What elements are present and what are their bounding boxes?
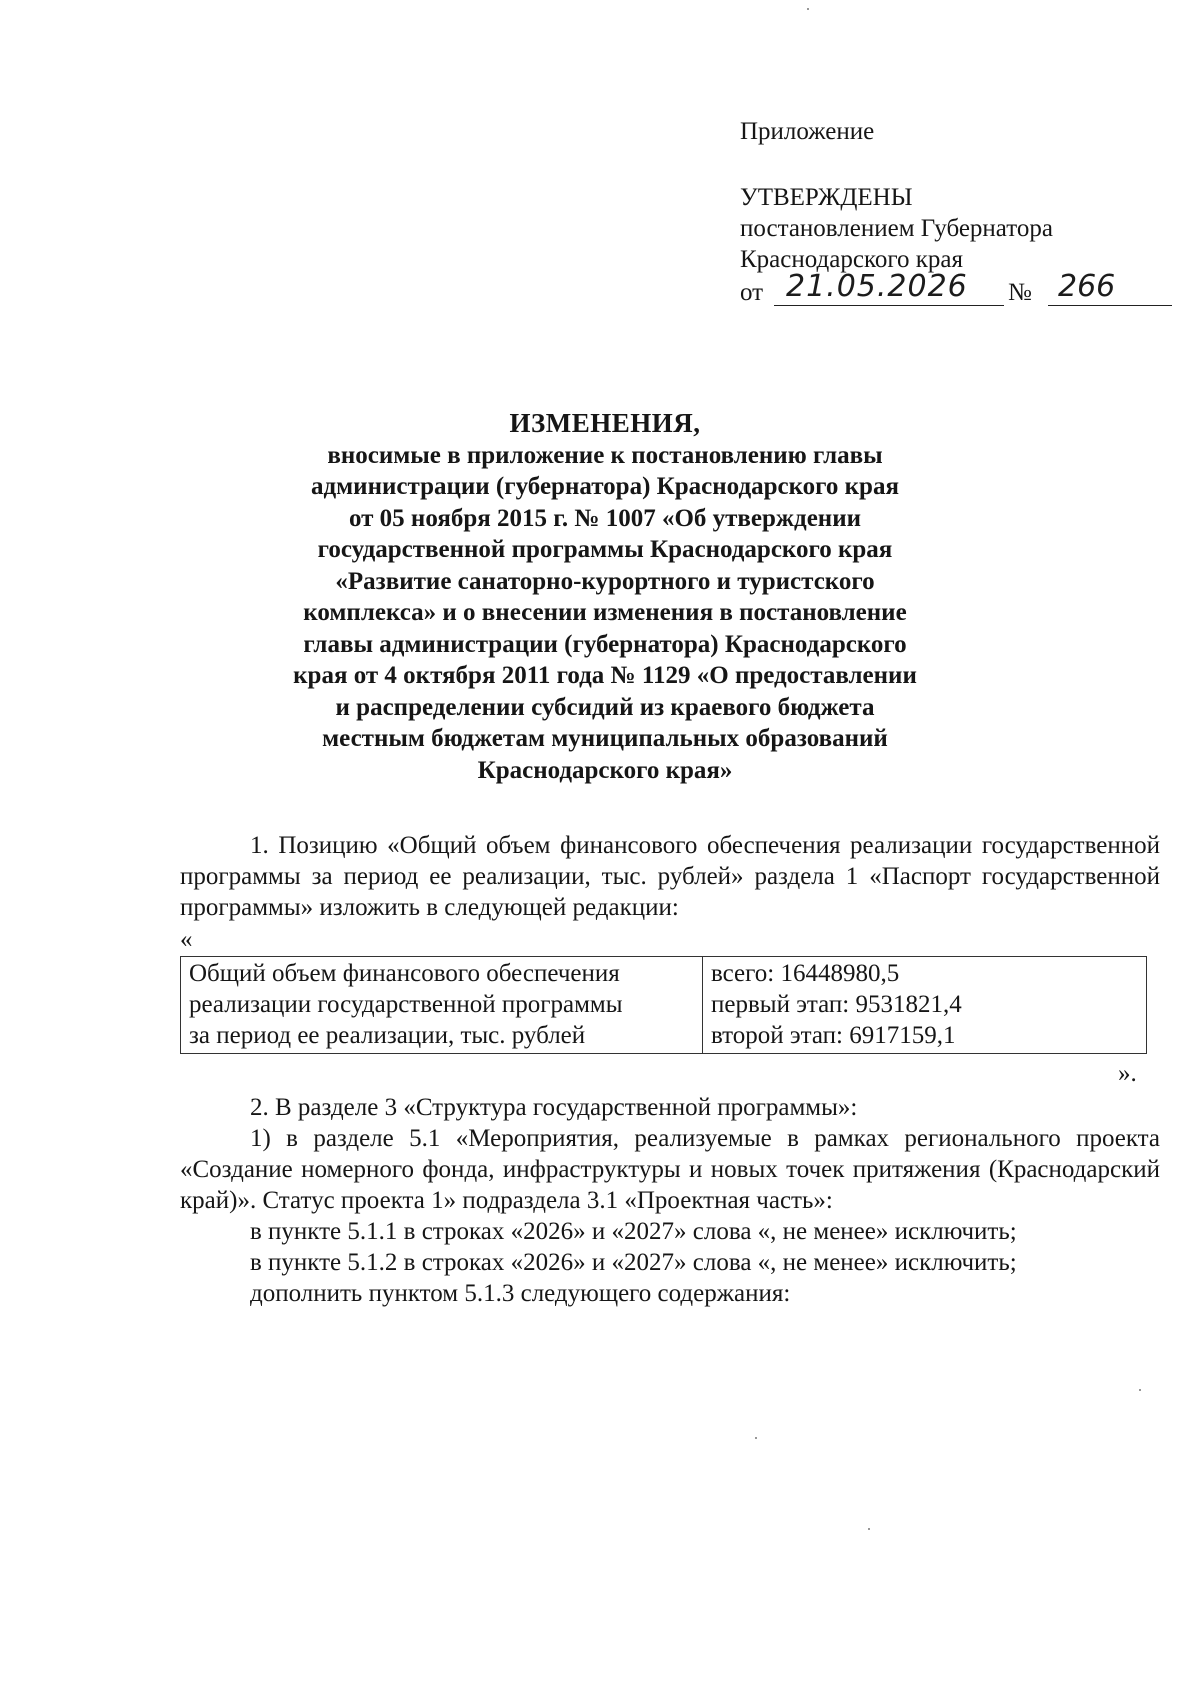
section-2-line-a: в пункте 5.1.1 в строках «2026» и «2027» слова «, не менее» исключить;: [250, 1218, 1017, 1245]
table-label-line: за период ее реализации, тыс. рублей: [189, 1022, 586, 1049]
date-prefix: от: [740, 279, 764, 306]
passport-table: [180, 956, 1147, 1054]
handwritten-date: 21.05.2026: [786, 269, 968, 304]
number-underline: [1048, 305, 1172, 306]
section-1: [180, 830, 1160, 923]
title-line: «Развитие санаторно-курортного и туристского: [335, 567, 875, 595]
date-number-row: [740, 269, 1116, 309]
table-cell-label: [181, 957, 703, 1054]
title-line: комплекса» и о внесении изменения в постановление: [303, 599, 907, 626]
title-line: главы администрации (губернатора) Краснодарского: [303, 630, 907, 658]
table-value-stage-1: первый этап: 9531821,4: [711, 991, 962, 1018]
section-2-item-1: 1) в разделе 5.1 «Мероприятия, реализуемые в рамках регионального проекта «Создание номерного фонда, инфраструктуры и новых точек притяжения (Краснодарский край)». Статус проекта 1» подраздела 3.1 «Проектная часть»:: [180, 1125, 1160, 1214]
approved-label: УТВЕРЖДЕНЫ: [740, 184, 913, 211]
title-line: края от 4 октября 2011 года № 1129 «О предоставлении: [293, 662, 917, 689]
scan-speck: [807, 8, 809, 10]
approved-by-line-2: Краснодарского края: [740, 246, 963, 273]
title-line: от 05 ноября 2015 г. № 1007 «Об утверждении: [348, 504, 862, 532]
approval-block: [740, 182, 1116, 309]
approved-by-line-1: постановлением Губернатора: [740, 215, 1053, 242]
table-label-line: реализации государственной программы: [189, 991, 623, 1018]
table-label-line: Общий объем финансового обеспечения: [189, 960, 620, 987]
title-heading: ИЗМЕНЕНИЯ,: [509, 408, 701, 438]
section-2: [180, 1092, 1160, 1309]
title-line: вносимые в приложение к постановлению главы: [327, 441, 883, 469]
closing-quote: ».: [1118, 1060, 1137, 1087]
title-line: государственной программы Краснодарского края: [317, 536, 893, 563]
title-line: администрации (губернатора) Краснодарского края: [311, 473, 899, 500]
number-sign: №: [1008, 279, 1032, 306]
title-line: Краснодарского края»: [477, 756, 733, 784]
table-row: [181, 957, 1147, 1054]
section-2-line-b: в пункте 5.1.2 в строках «2026» и «2027» слова «, не менее» исключить;: [250, 1249, 1017, 1276]
title-line: и распределении субсидий из краевого бюджета: [335, 693, 875, 721]
opening-quote: «: [180, 926, 193, 953]
scan-speck: [1139, 1389, 1141, 1391]
table-value-total: всего: 16448980,5: [711, 960, 900, 987]
table-cell-values: [703, 957, 1147, 1054]
section-2-line-c: дополнить пунктом 5.1.3 следующего содержания:: [250, 1280, 791, 1307]
section-2-heading: 2. В разделе 3 «Структура государственной программы»:: [250, 1094, 858, 1121]
scan-speck: [755, 1437, 757, 1439]
appendix-label: Приложение: [740, 118, 875, 145]
title-line: местным бюджетам муниципальных образований: [322, 725, 888, 752]
handwritten-number: 266: [1058, 269, 1116, 304]
document-title: [180, 408, 1030, 786]
section-1-paragraph: 1. Позицию «Общий объем финансового обеспечения реализации государственной программы за период ее реализации, тыс. рублей» раздела 1 «Паспорт государственной программы» изложить в следующей редакции:: [180, 832, 1160, 921]
table-value-stage-2: второй этап: 6917159,1: [711, 1022, 956, 1049]
date-underline: [774, 305, 1004, 306]
scan-speck: [868, 1528, 870, 1530]
